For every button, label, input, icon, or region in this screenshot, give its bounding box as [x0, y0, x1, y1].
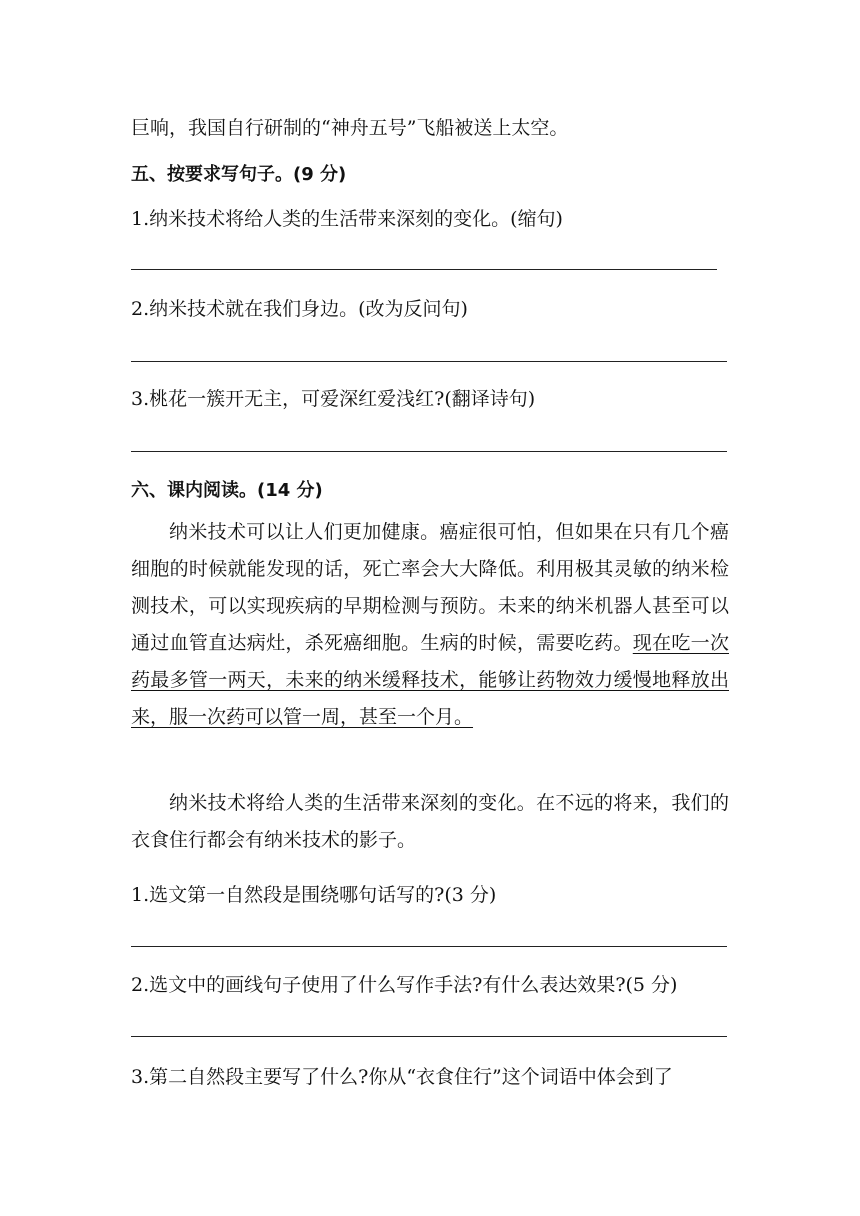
- answer-line-5-3[interactable]: [131, 451, 727, 452]
- reading-paragraph-1-text: 纳米技术可以让人们更加健康。癌症很可怕，但如果在只有几个癌细胞的时候就能发现的话，死亡率会大大降低。利用极其灵敏的纳米检测技术，可以实现疾病的早期检测与预防。未来的纳米机器人甚至可以通过血管直达病灶，杀死癌细胞。生病的时候，需要吃药。: [131, 521, 729, 654]
- reading-paragraph-2: 纳米技术将给人类的生活带来深刻的变化。在不远的将来，我们的衣食住行都会有纳米技术的影子。: [131, 792, 729, 851]
- section5-question-1: 1.纳米技术将给人类的生活带来深刻的变化。(缩句): [131, 208, 563, 230]
- answer-line-6-1[interactable]: [131, 946, 727, 947]
- section6-question-1: 1.选文第一自然段是围绕哪句话写的?(3 分): [131, 884, 497, 906]
- section6-heading: 六、课内阅读。(14 分): [131, 480, 323, 501]
- answer-line-6-2[interactable]: [131, 1036, 727, 1037]
- answer-line-5-1[interactable]: [131, 269, 717, 270]
- section5-question-2: 2.纳米技术就在我们身边。(改为反问句): [131, 298, 468, 320]
- top-fragment-text: 巨响，我国自行研制的“神舟五号”飞船被送上太空。: [131, 117, 569, 139]
- section5-question-3: 3.桃花一簇开无主，可爱深红爱浅红?(翻译诗句): [131, 388, 536, 410]
- answer-line-5-2[interactable]: [131, 361, 727, 362]
- section5-heading: 五、按要求写句子。(9 分): [131, 164, 347, 185]
- underlined-sentence: 现在吃一次药最多管一两天，未来的纳米缓释技术，能够让药物效力缓慢地释放出来，服一次药可以管一周，甚至一个月。: [131, 632, 729, 728]
- section6-question-2: 2.选文中的画线句子使用了什么写作手法?有什么表达效果?(5 分): [131, 974, 678, 996]
- section6-question-3: 3.第二自然段主要写了什么?你从“衣食住行”这个词语中体会到了: [131, 1066, 673, 1088]
- reading-paragraph-1: [131, 514, 729, 736]
